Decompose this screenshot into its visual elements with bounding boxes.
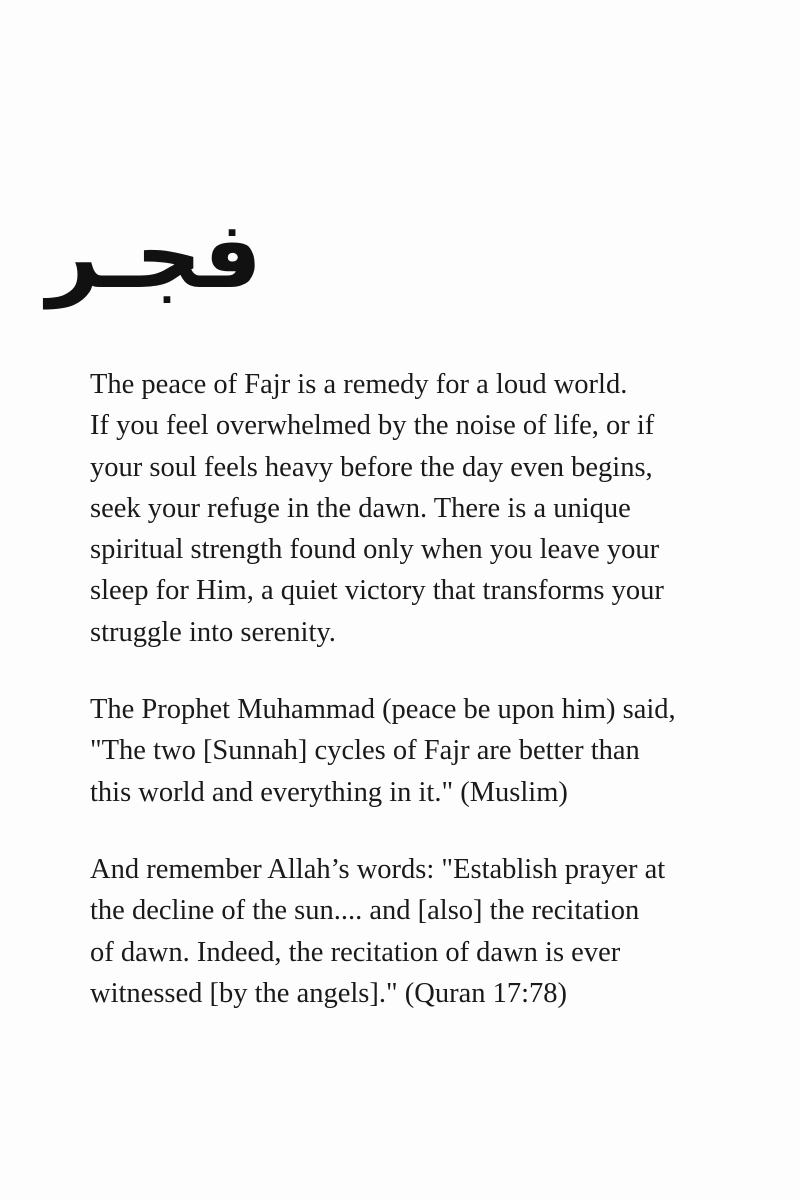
- text-line: sleep for Him, a quiet victory that transforms your: [90, 575, 664, 607]
- text-line: seek your refuge in the dawn. There is a unique: [90, 492, 631, 524]
- text-line: "The two [Sunnah] cycles of Fajr are better than: [90, 735, 640, 767]
- text-line: The peace of Fajr is a remedy for a loud world.: [90, 369, 628, 400]
- paragraph-quran: [90, 849, 740, 1014]
- text-line: And remember Allah’s words: "Establish prayer at: [90, 853, 666, 885]
- paragraph-hadith: [90, 689, 740, 813]
- paragraph-intro: [90, 364, 740, 653]
- text-line: the decline of the sun.... and [also] the recitation: [90, 895, 640, 927]
- text-line: The Prophet Muhammad (peace be upon him) said,: [90, 694, 676, 726]
- text-line: this world and everything in it." (Muslim): [90, 776, 568, 808]
- text-content: [90, 364, 740, 1014]
- text-line: If you feel overwhelmed by the noise of life, or if: [90, 410, 655, 442]
- text-line: your soul feels heavy before the day even begins,: [90, 451, 653, 483]
- text-line: of dawn. Indeed, the recitation of dawn is ever: [90, 936, 621, 968]
- text-line: witnessed [by the angels]." (Quran 17:78): [90, 977, 568, 1009]
- text-line: spiritual strength found only when you leave your: [90, 534, 660, 566]
- text-line: struggle into serenity.: [90, 616, 336, 648]
- arabic-title: فجـر: [46, 202, 262, 309]
